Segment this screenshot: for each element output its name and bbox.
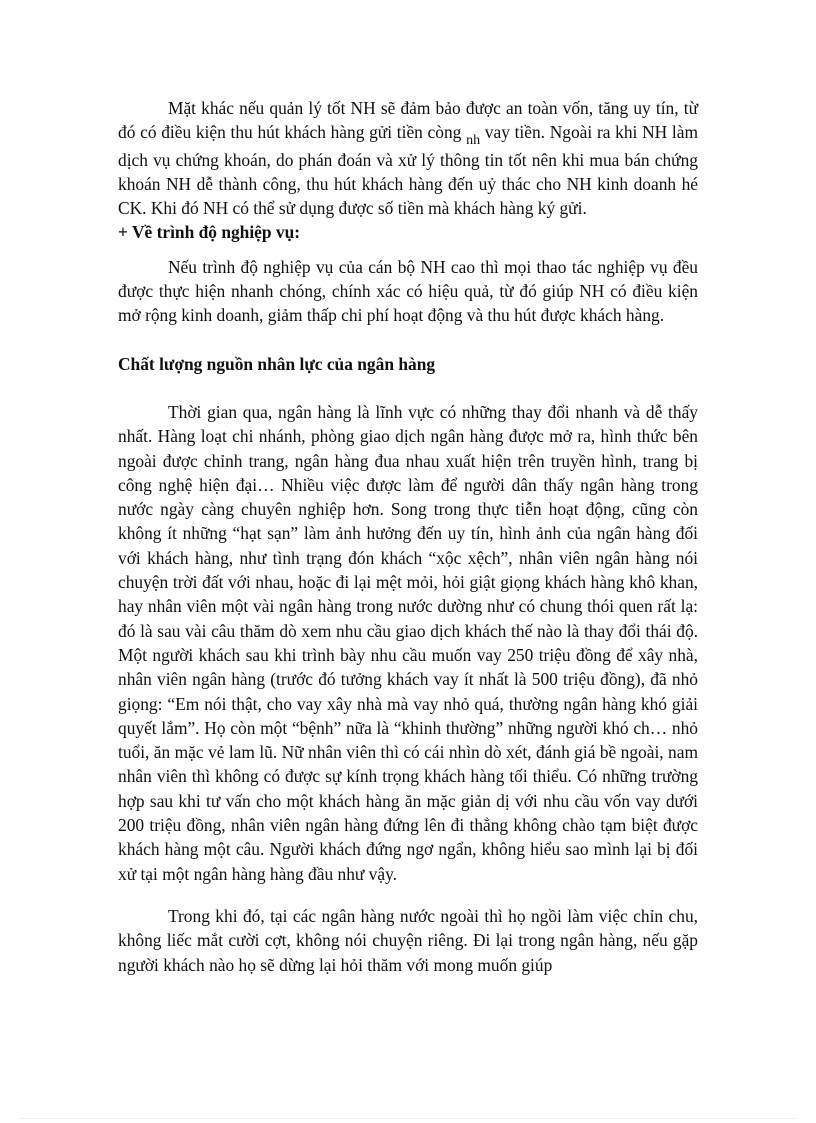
paragraph-inline-sub: nh: [466, 133, 481, 149]
spacer: [118, 328, 698, 352]
subheading-professional-level: + Về trình độ nghiệp vụ:: [118, 222, 301, 243]
paragraph-text-part-2: vay tiền. Ngoài ra khi NH làm dịch vụ chứng khoán, do phán đoán và xử lý thông tin tốt nên khi mua bán chứng khoán NH dễ thành công, thu hút khách hàng đến uỷ thác cho NH kinh doanh hé CK. Khi đó NH có thể sử dụng được số tiền mà khách hàng ký gửi.: [118, 122, 698, 219]
spacer: [118, 376, 698, 400]
paragraph-text-part-1: Mặt khác nếu quản lý tốt NH sẽ đảm bảo được an toàn vốn, tăng uy tín, từ đó có điều kiện thu hút khách hàng gửi tiền còng: [118, 98, 698, 143]
spacer: [118, 245, 698, 255]
section-title: Chất lượng nguồn nhân lực của ngân hàng: [118, 353, 436, 374]
document-page: [118, 96, 698, 977]
spacer: [118, 886, 698, 904]
paragraph-service-quality: Thời gian qua, ngân hàng là lĩnh vực có những thay đổi nhanh và dễ thấy nhất. Hàng loạt chi nhánh, phòng giao dịch ngân hàng được mở ra, hình thức bên ngoài được chỉnh trang, ngân hàng đua nhau xuất hiện trên truyền hình, trang bị công nghệ hiện đại… Nhiều việc được làm để người dân thấy ngân hàng trong nước ngày càng chuyên nghiệp hơn. Song trong thực tiễn hoạt động, cũng còn không ít những “hạt sạn” làm ảnh hưởng đến uy tín, hình ảnh của ngân hàng đối với khách hàng, như tình trạng đón khách “xộc xệch”, nhân viên ngân hàng nói chuyện trời đất với nhau, hoặc đi lại mệt mỏi, hỏi giật giọng khách hàng khô khan, hay nhân viên một vài ngân hàng trong nước dường như có chung thói quen rất lạ: đó là sau vài câu thăm dò xem nhu cầu giao dịch khách thế nào là thay đổi thái độ. Một người khách sau khi trình bày nhu cầu muốn vay 250 triệu đồng để xây nhà, nhân viên ngân hàng (trước đó tưởng khách vay ít nhất là 500 triệu đồng), đã nhỏ giọng: “Em nói thật, cho vay xây nhà mà vay nhỏ quá, thường ngân hàng khó giải quyết lắm”. Họ còn một “bệnh” nữa là “khinh thường” những người khó ch… nhỏ tuổi, ăn mặc vẻ lam lũ. Nữ nhân viên thì có cái nhìn dò xét, đánh giá bề ngoài, nam nhân viên thì không có được sự kính trọng khách hàng tối thiểu. Có những trường hợp sau khi tư vấn cho một khách hàng ăn mặc giản dị với nhu cầu vốn vay dưới 200 triệu đồng, nhân viên ngân hàng đứng lên đi thẳng không chào tạm biệt được khách hàng một câu. Người khách đứng ngơ ngẩn, không hiểu sao mình lại bị đối xử tại một ngân hàng hàng đầu như vậy.: [118, 401, 698, 884]
page-bottom-rule: [20, 1118, 796, 1119]
paragraph-foreign-banks: Trong khi đó, tại các ngân hàng nước ngoài thì họ ngồi làm việc chỉn chu, không liếc mắt cười cợt, không nói chuyện riêng. Đi lại trong ngân hàng, nếu gặp người khách nào họ sẽ dừng lại hỏi thăm với mong muốn giúp: [118, 905, 698, 975]
paragraph-professional-level: Nếu trình độ nghiệp vụ của cán bộ NH cao thì mọi thao tác nghiệp vụ đều được thực hiện nhanh chóng, chính xác có hiệu quả, từ đó giúp NH có điều kiện mở rộng kinh doanh, giảm thấp chi phí hoạt động và thu hút được khách hàng.: [118, 256, 698, 326]
paragraph-capital-safety: [118, 96, 698, 220]
